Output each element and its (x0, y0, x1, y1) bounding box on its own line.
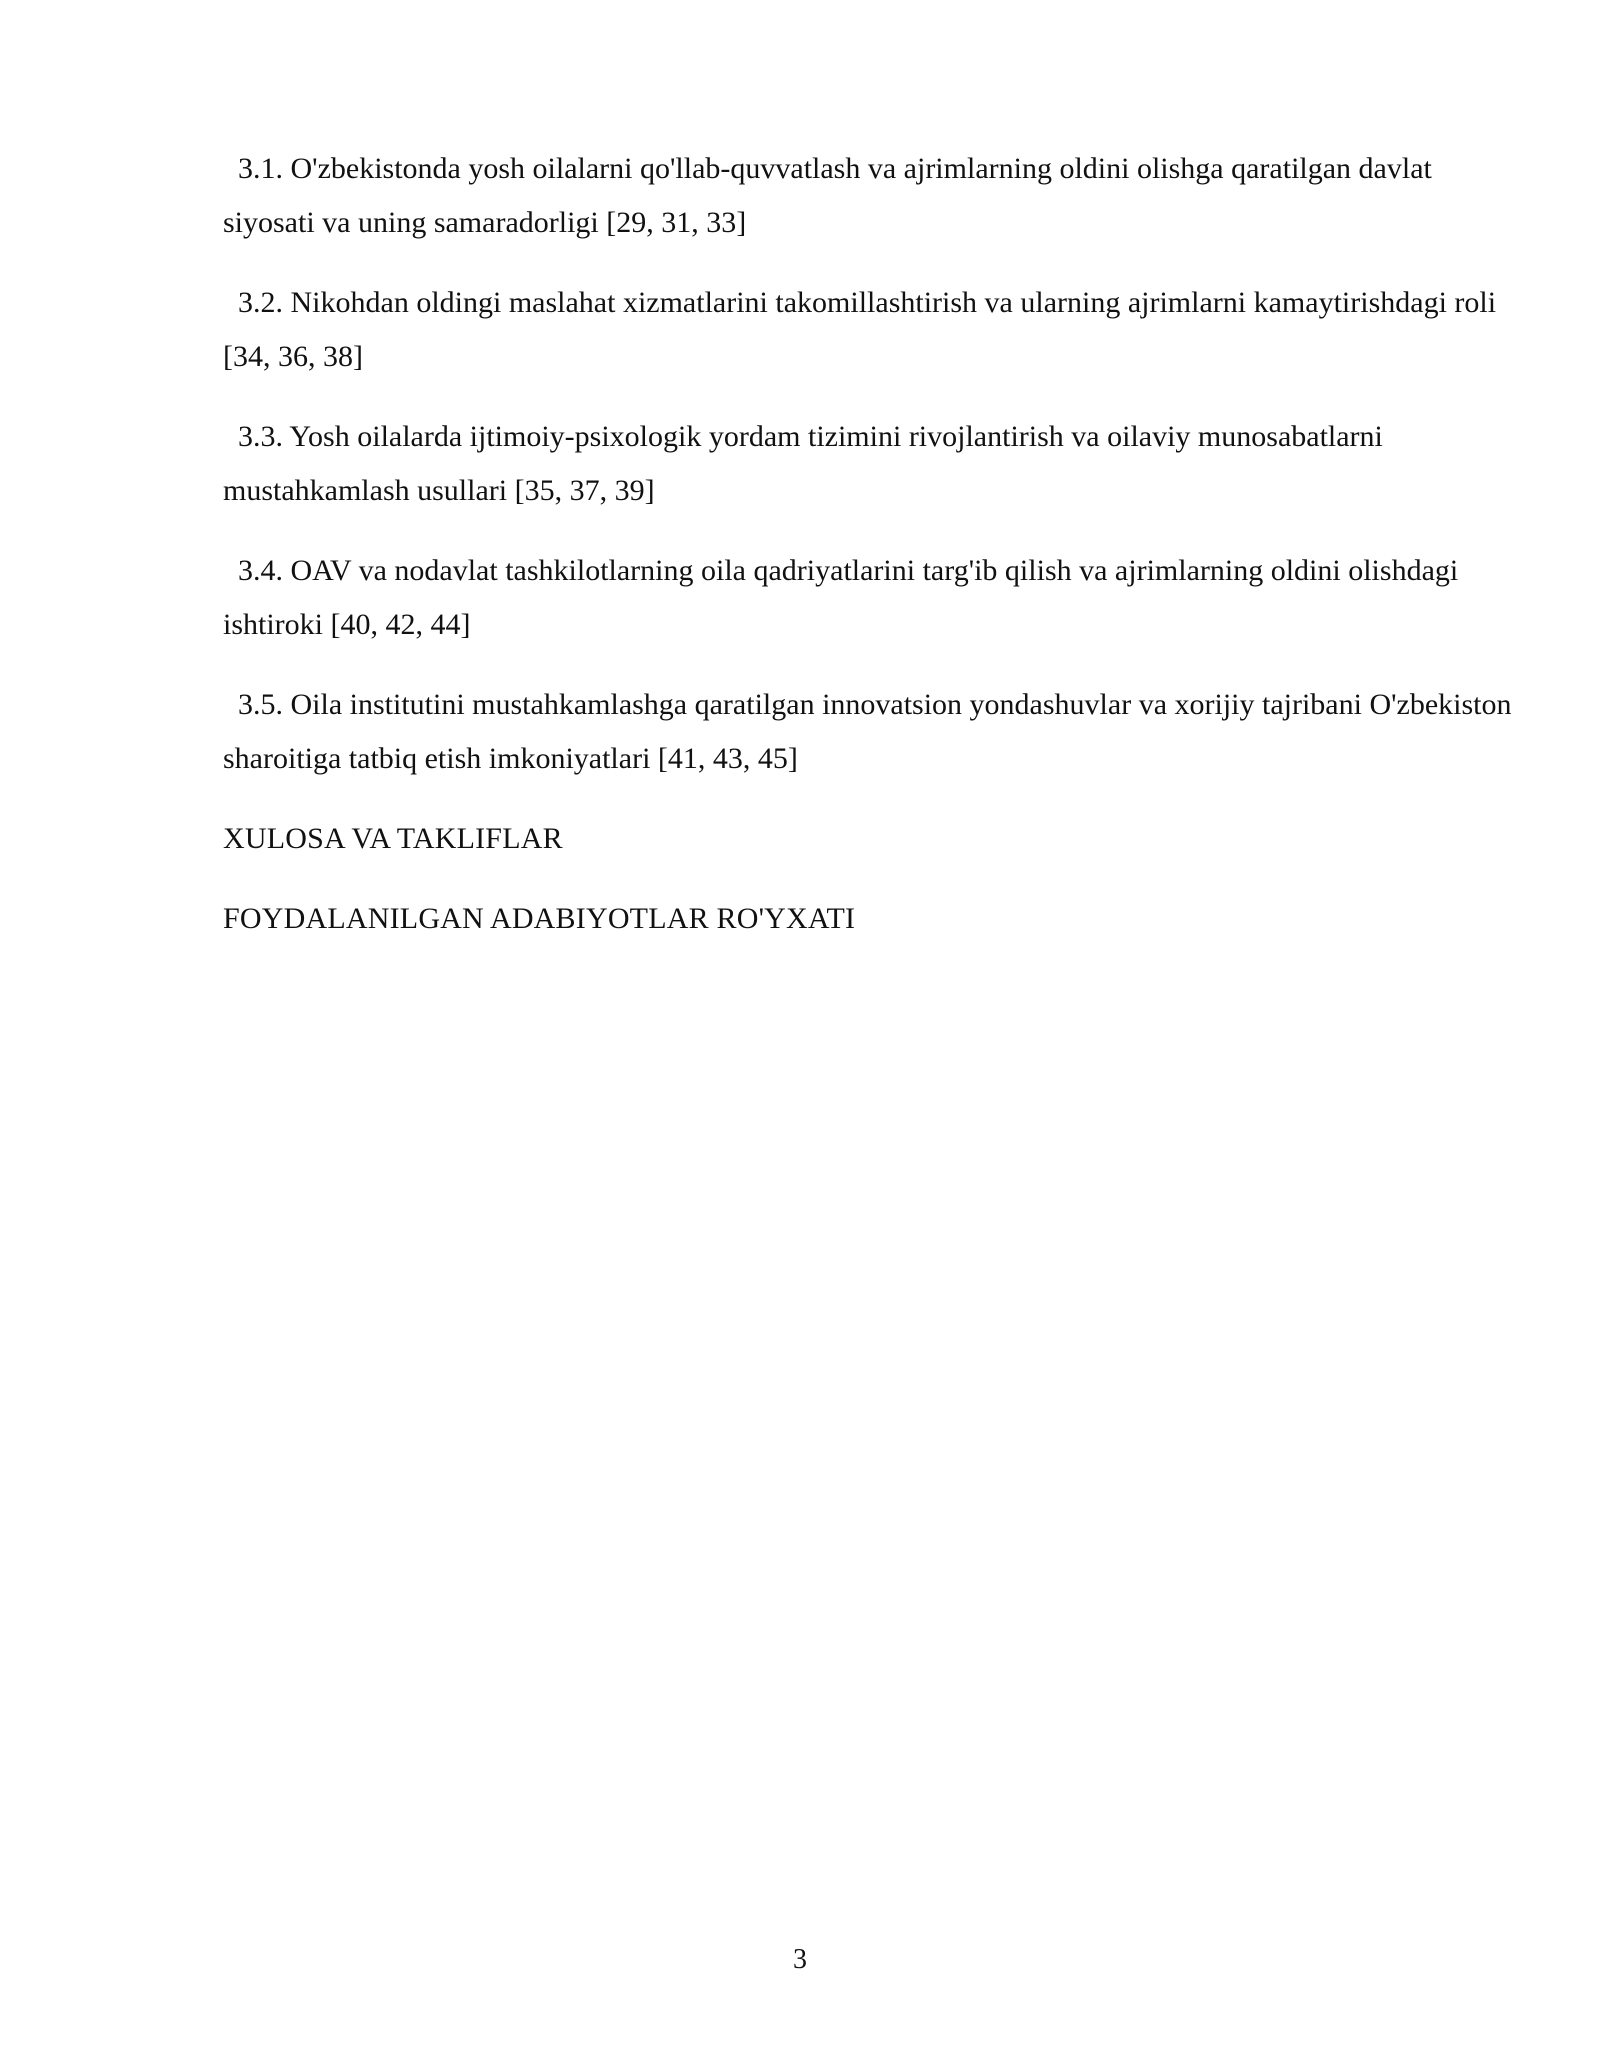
toc-item-number: 3.3. (238, 420, 283, 453)
toc-item-3-4 (223, 544, 1523, 652)
conclusion-heading: XULOSA VA TAKLIFLAR (223, 822, 563, 855)
toc-item-3-2 (223, 276, 1523, 384)
references-heading: FOYDALANILGAN ADABIYOTLAR RO'YXATI (223, 902, 856, 935)
table-of-contents (223, 142, 1523, 972)
page-number: 3 (793, 1944, 807, 1975)
toc-item-number: 3.2. (238, 286, 283, 319)
toc-item-3-1 (223, 142, 1523, 250)
toc-item-text: Oila institutini mustahkamlashga qaratilgan innovatsion yondashuvlar va xorijiy tajribani O'zbekiston sharoitiga tatbiq etish imkoniyatlari [41, 43, 45] (223, 688, 1512, 775)
toc-item-text: O'zbekistonda yosh oilalarni qo'llab-quvvatlash va ajrimlarning oldini olishga qaratilgan davlat siyosati va uning samaradorligi [29, 31, 33] (223, 152, 1432, 239)
toc-item-3-5 (223, 678, 1523, 786)
toc-item-text: OAV va nodavlat tashkilotlarning oila qadriyatlarini targ'ib qilish va ajrimlarning oldini olishdagi ishtiroki [40, 42, 44] (223, 554, 1459, 641)
toc-item-number: 3.4. (238, 554, 283, 587)
toc-item-number: 3.1. (238, 152, 283, 185)
toc-item-number: 3.5. (238, 688, 283, 721)
toc-item-text: Yosh oilalarda ijtimoiy-psixologik yordam tizimini rivojlantirish va oilaviy munosabatlarni mustahkamlash usullari [35, 37, 39] (223, 420, 1383, 507)
toc-item-text: Nikohdan oldingi maslahat xizmatlarini takomillashtirish va ularning ajrimlarni kamaytirishdagi roli [34, 36, 38] (223, 286, 1497, 373)
toc-item-3-3 (223, 410, 1523, 518)
